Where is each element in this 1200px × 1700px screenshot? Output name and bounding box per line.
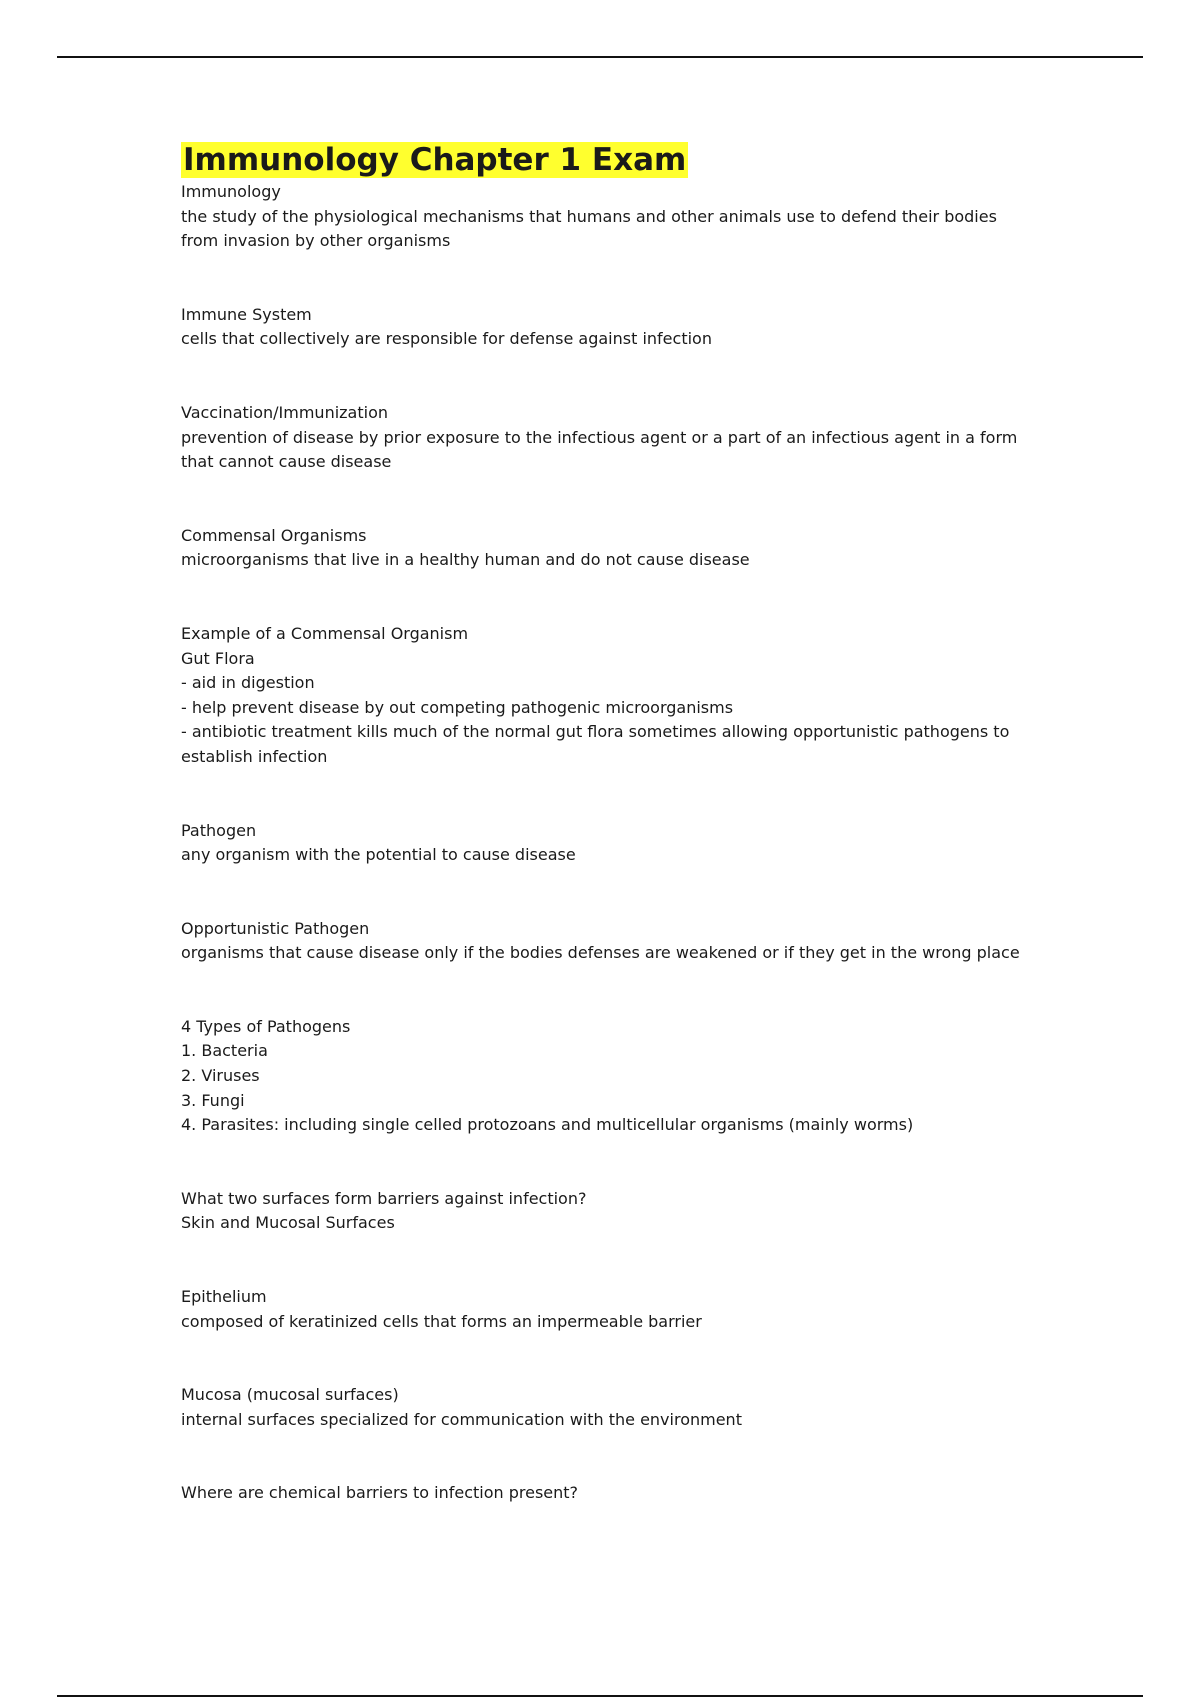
entry-term: Example of a Commensal Organism (181, 623, 469, 643)
entry-definition-line: 4. Parasites: including single celled protozoans and multicellular organisms (mainly worms) (181, 1115, 914, 1135)
flashcard-entry (181, 524, 1021, 573)
flashcard-entry (181, 622, 1021, 770)
entry-definition-line: the study of the physiological mechanisms that humans and other animals use to defend their bodies from invasion by other organisms (181, 206, 997, 251)
entry-term: 4 Types of Pathogens (181, 1016, 351, 1036)
flashcard-entry (181, 1285, 1021, 1334)
flashcard-entry (181, 303, 1021, 352)
entry-definition-line: prevention of disease by prior exposure to the infectious agent or a part of an infectious agent in a form that cannot cause disease (181, 427, 1018, 472)
entry-term: Where are chemical barriers to infection present? (181, 1483, 579, 1503)
entry-definition-line: 3. Fungi (181, 1090, 245, 1110)
flashcard-entry (181, 917, 1021, 966)
entry-definition-line: Skin and Mucosal Surfaces (181, 1213, 395, 1233)
entry-definition-line: cells that collectively are responsible for defense against infection (181, 329, 712, 349)
flashcard-entry (181, 1481, 1021, 1506)
entry-definition-line: 2. Viruses (181, 1066, 260, 1086)
entry-definition-line: internal surfaces specialized for communication with the environment (181, 1409, 742, 1429)
entry-definition-line: 1. Bacteria (181, 1041, 268, 1061)
flashcard-entry (181, 1383, 1021, 1432)
entry-term: Epithelium (181, 1287, 267, 1307)
entry-term: What two surfaces form barriers against infection? (181, 1188, 587, 1208)
flashcard-entry (181, 180, 1021, 254)
entry-term: Mucosa (mucosal surfaces) (181, 1385, 399, 1405)
page-top-rule (57, 56, 1143, 58)
document-body (181, 142, 1021, 1555)
entry-definition-line: - antibiotic treatment kills much of the normal gut flora sometimes allowing opportunistic pathogens to establish infection (181, 722, 1010, 766)
entry-term: Pathogen (181, 820, 257, 840)
page-bottom-rule (57, 1695, 1143, 1697)
entry-definition-line: organisms that cause disease only if the bodies defenses are weakened or if they get in the wrong place (181, 943, 1020, 963)
entries-list (181, 180, 1021, 1506)
flashcard-entry (181, 1015, 1021, 1138)
entry-definition-line: microorganisms that live in a healthy human and do not cause disease (181, 550, 750, 570)
entry-definition-line: Gut Flora (181, 648, 255, 668)
flashcard-entry (181, 1187, 1021, 1236)
entry-term: Vaccination/Immunization (181, 402, 388, 422)
entry-term: Commensal Organisms (181, 525, 367, 545)
entry-term: Immunology (181, 182, 281, 201)
flashcard-entry (181, 819, 1021, 868)
entry-term: Immune System (181, 304, 312, 324)
entry-term: Opportunistic Pathogen (181, 918, 370, 938)
entry-definition-line: composed of keratinized cells that forms an impermeable barrier (181, 1311, 702, 1331)
entry-definition-line: - help prevent disease by out competing pathogenic microorganisms (181, 697, 734, 717)
entry-definition-line: - aid in digestion (181, 673, 315, 693)
entry-definition-line: any organism with the potential to cause disease (181, 845, 576, 865)
document-title: Immunology Chapter 1 Exam (183, 142, 687, 178)
flashcard-entry (181, 401, 1021, 475)
